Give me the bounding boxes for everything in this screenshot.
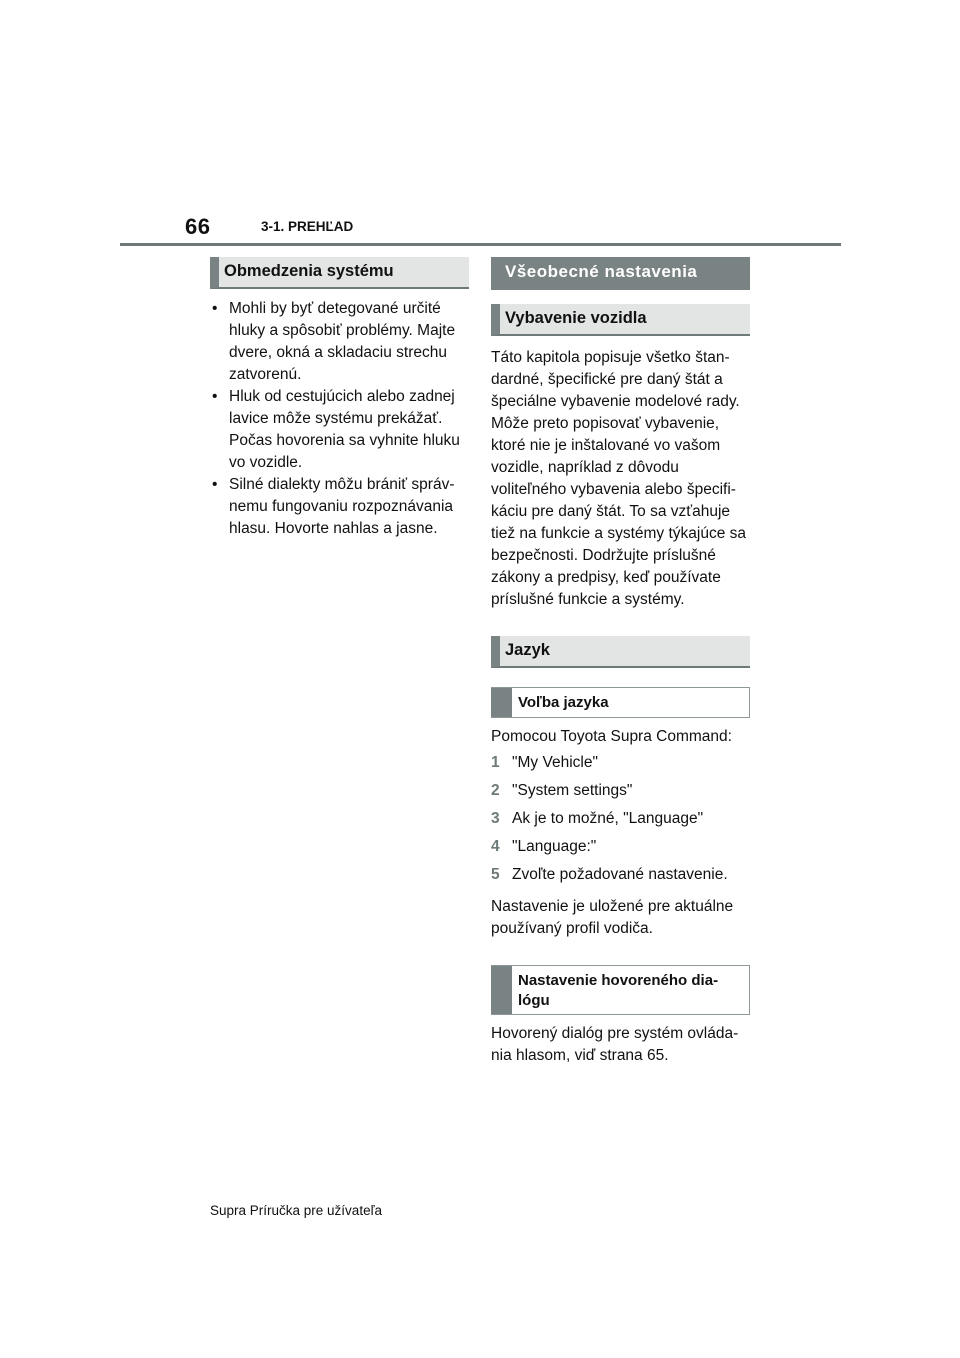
step-number: 2 <box>491 782 500 799</box>
subheading-label: Nastavenie hovoreného dialógu <box>518 972 719 1009</box>
step-number: 5 <box>491 866 500 883</box>
step-item <box>491 866 750 894</box>
language-steps <box>491 754 750 894</box>
heading-general-settings: Všeobecné nastavenia <box>491 257 750 290</box>
footer-text: Supra Príručka pre užívateľa <box>210 1203 383 1218</box>
step-number: 4 <box>491 838 500 855</box>
step-item <box>491 838 750 866</box>
heading-system-limits: Obmedzenia systému <box>210 257 469 289</box>
right-column <box>491 257 750 1067</box>
language-intro: Pomocou Toyota Supra Command: <box>491 728 732 745</box>
language-note: Nastavenie je uložené pre aktuálne používaný profil vodiča. <box>491 898 734 937</box>
limits-list <box>210 298 469 540</box>
step-text: "Language:" <box>512 838 597 855</box>
equipment-text: Táto kapitola popisuje všetko štandardné, špecifické pre daný štát a špeciálne vybavenie modelové rady. Môže preto popisovať vybavenie, ktoré nie je inštalované vo vašom vozidle, napríklad z dôvodu voliteľného vybavenia alebo špecifikáciu pre daný štát. To sa vzťahuje tiež na funkcie a systémy týkajúce sa bezpečnosti. Dodržujte príslušné zákony a predpisy, keď používate príslušné funkcie a systémy. <box>491 349 747 608</box>
left-column <box>210 257 469 540</box>
step-text: "System settings" <box>512 782 633 799</box>
subheading-voice-dialog <box>491 965 750 1015</box>
subheading-bar <box>491 966 512 1014</box>
subheading-language-choice <box>491 687 750 718</box>
step-item <box>491 782 750 810</box>
step-item <box>491 754 750 782</box>
page-number: 66 <box>185 214 211 239</box>
subheading-bar <box>491 688 512 717</box>
step-number: 3 <box>491 810 500 827</box>
heading-language: Jazyk <box>491 636 750 668</box>
subheading-label: Voľba jazyka <box>518 694 609 711</box>
heading-vehicle-equipment: Vybavenie vozidla <box>491 304 750 336</box>
step-item <box>491 810 750 838</box>
list-item: • Silné dialekty môžu brániť správnemu fungovaniu rozpoznávania hlasu. Hovorte nahlas a jasne. <box>210 474 469 540</box>
list-item: • Mohli by byť detegované určité hluky a spôsobiť problémy. Majte dvere, okná a skladaciu strechu zatvorenú. <box>210 298 469 386</box>
step-text: "My Vehicle" <box>512 754 598 771</box>
step-number: 1 <box>491 754 500 771</box>
section-label: 3-1. PREHĽAD <box>261 219 354 234</box>
dialog-text: Hovorený dialóg pre systém ovládania hlasom, viď strana 65. <box>491 1025 739 1064</box>
step-text: Zvoľte požadované nastavenie. <box>512 866 728 883</box>
list-item: • Hluk od cestujúcich alebo zadnej lavice môže systému prekážať. Počas hovorenia sa vyhnite hluku vo vozidle. <box>210 386 469 474</box>
step-text: Ak je to možné, "Language" <box>512 810 704 827</box>
header-rule <box>120 243 841 246</box>
